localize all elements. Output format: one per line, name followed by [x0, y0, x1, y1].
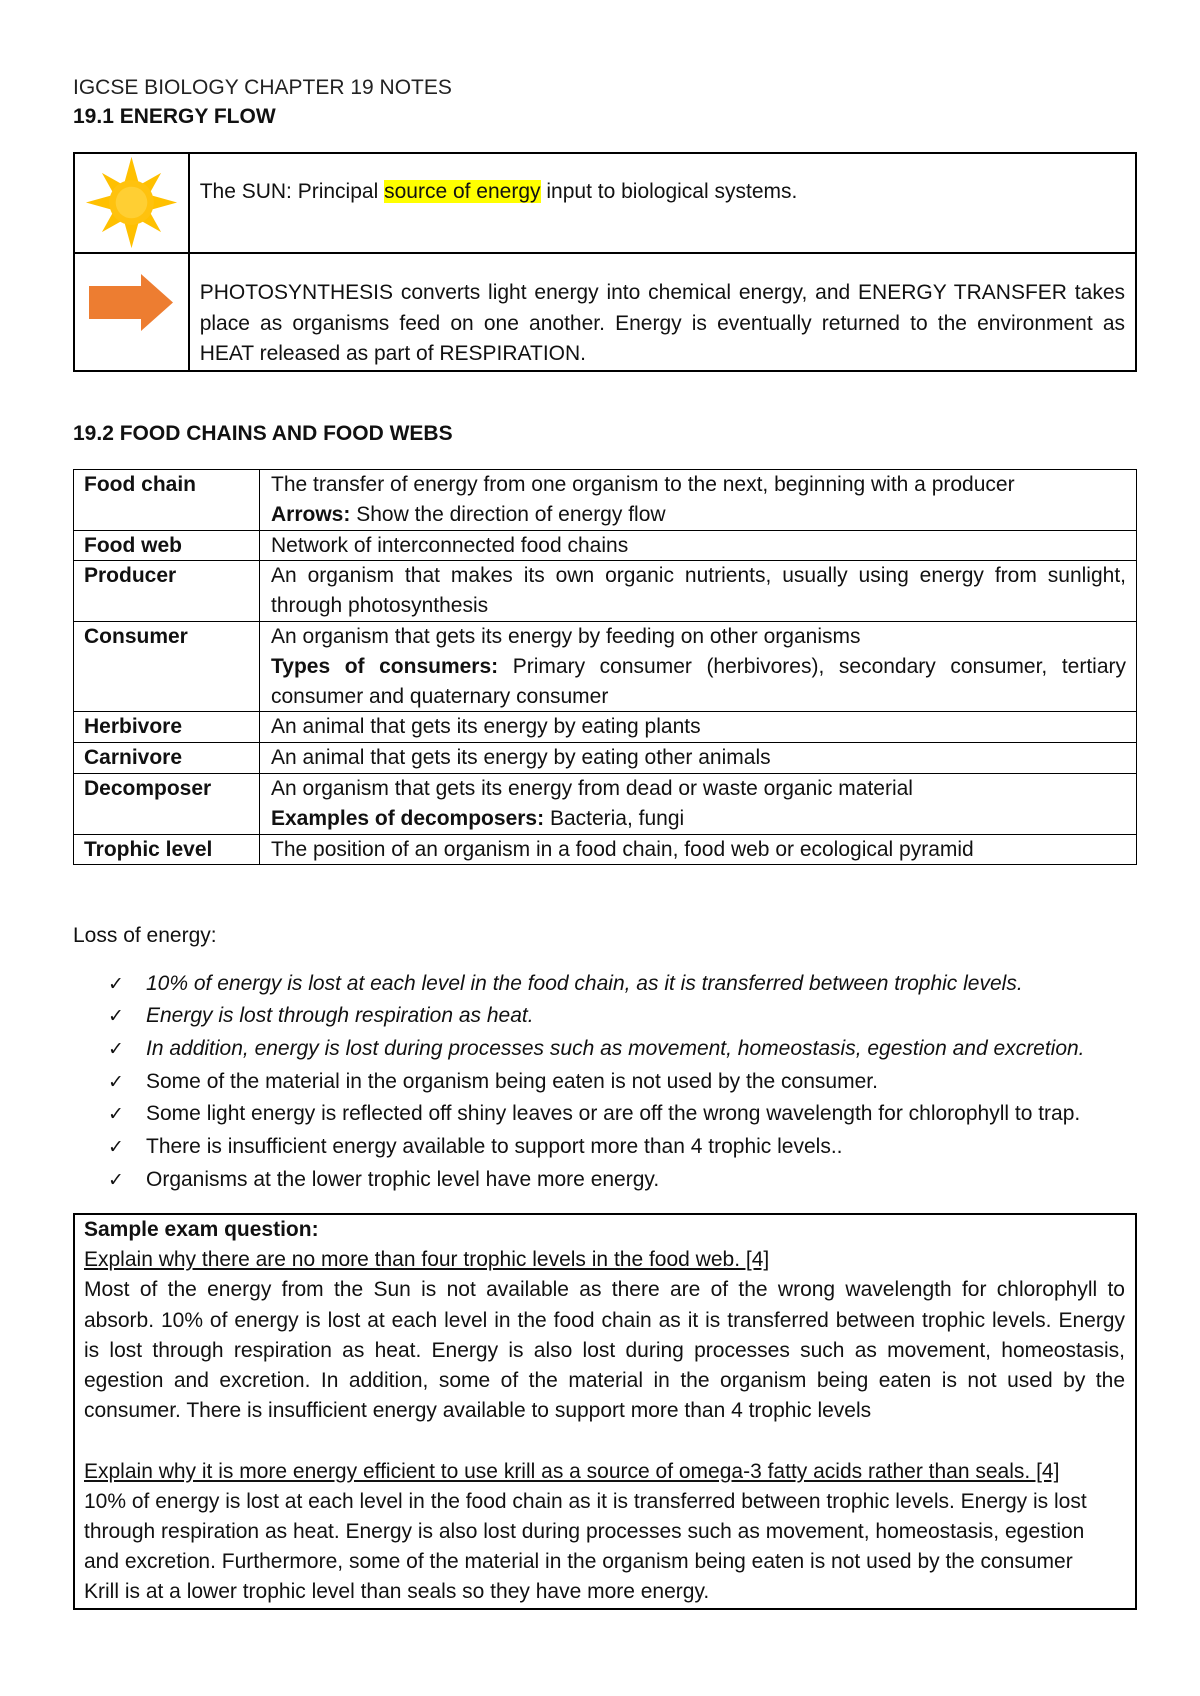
note-text: Show the direction of energy flow	[356, 502, 666, 526]
icon-cell	[75, 254, 190, 370]
check-icon: ✓	[108, 1168, 124, 1191]
list-item-text: 10% of energy is lost at each level in the food chain, as it is transferred between trophic levels.	[146, 971, 1023, 995]
definition-text: through photosynthesis	[271, 594, 489, 618]
definition-text: The position of an organism in a food chain, food web or ecological pyramid	[271, 837, 974, 861]
check-icon: ✓	[108, 972, 124, 995]
table-row	[74, 774, 1136, 835]
list-item	[0, 1164, 1137, 1197]
icon-cell	[75, 154, 190, 253]
check-icon: ✓	[108, 1037, 124, 1060]
check-icon: ✓	[108, 1136, 124, 1159]
definition-cell	[260, 470, 1136, 530]
definition-text: An organism that gets its energy from dead or waste organic material	[271, 776, 913, 800]
text-line: place as organisms feed on one another. Energy is eventually returned to the environment as	[199, 311, 1125, 335]
list-item	[0, 1131, 1137, 1164]
definition-cell	[260, 712, 1136, 742]
check-icon: ✓	[108, 1070, 124, 1093]
spacer	[84, 1426, 1125, 1456]
definitions-table	[73, 469, 1137, 865]
section-heading-food-chains: 19.2 FOOD CHAINS AND FOOD WEBS	[73, 422, 453, 445]
term-cell: Trophic level	[74, 835, 260, 865]
definition-note	[271, 652, 1126, 682]
definition-cell	[260, 835, 1136, 865]
term-cell: Producer	[74, 561, 260, 621]
check-icon: ✓	[108, 1005, 124, 1028]
term-cell: Herbivore	[74, 712, 260, 742]
note-text: consumer and quaternary consumer	[271, 684, 609, 708]
loss-of-energy-list	[0, 968, 1137, 1197]
definition-text: An animal that gets its energy by eating plants	[271, 715, 701, 739]
list-item	[0, 1033, 1137, 1066]
answer-line: and excretion. Furthermore, some of the material in the organism being eaten is not used by the consumer	[84, 1550, 1073, 1574]
list-item-text: Energy is lost through respiration as heat.	[146, 1004, 534, 1028]
term-cell: Food chain	[74, 470, 260, 530]
table-row	[74, 531, 1136, 562]
table-row	[74, 712, 1136, 743]
answer-line: is lost through respiration as heat. Energy is also lost during processes such as movement, homeostasis,	[84, 1338, 1125, 1362]
loss-of-energy-heading: Loss of energy:	[73, 923, 217, 947]
table-row	[74, 835, 1136, 865]
list-item-text: Some of the material in the organism being eaten is not used by the consumer.	[146, 1069, 878, 1093]
list-item-text: In addition, energy is lost during processes such as movement, homeostasis, egestion and excretion.	[146, 1036, 1085, 1060]
definition-text: An organism that gets its energy by feeding on other organisms	[271, 624, 861, 648]
page-header	[73, 73, 452, 132]
page-title: IGCSE BIOLOGY CHAPTER 19 NOTES	[73, 75, 452, 99]
list-item-text: Organisms at the lower trophic level have more energy.	[146, 1167, 660, 1191]
definition-text: Network of interconnected food chains	[271, 533, 629, 557]
text-line: HEAT released as part of RESPIRATION.	[199, 342, 586, 366]
table-row	[74, 622, 1136, 712]
definition-text: The transfer of energy from one organism to the next, beginning with a producer	[271, 473, 1015, 496]
exam-heading: Sample exam question:	[84, 1218, 319, 1241]
answer-line: Most of the energy from the Sun is not available as there are of the wrong wavelength for chlorophyll to	[84, 1278, 1125, 1302]
definition-cell	[260, 774, 1136, 834]
list-item	[0, 968, 1137, 1001]
text-line: PHOTOSYNTHESIS converts light energy into chemical energy, and ENERGY TRANSFER takes	[199, 281, 1125, 305]
note-text: Primary consumer (herbivores), secondary consumer, tertiary	[512, 654, 1126, 678]
list-item-text: There is insufficient energy available to support more than 4 trophic levels..	[146, 1135, 843, 1159]
table-row	[74, 743, 1136, 774]
list-item-text: Some light energy is reflected off shiny leaves or are off the wrong wavelength for chlorophyll to trap.	[146, 1102, 1081, 1126]
energy-flow-row-sun	[75, 154, 1135, 255]
right-arrow-icon	[89, 274, 173, 331]
sun-text-start: The SUN: Principal	[199, 179, 379, 203]
answer-line: Krill is at a lower trophic level than seals so they have more energy.	[84, 1580, 710, 1604]
sun-icon	[85, 156, 178, 249]
definition-text: An animal that gets its energy by eating other animals	[271, 746, 771, 770]
term-cell: Carnivore	[74, 743, 260, 773]
list-item	[0, 1098, 1137, 1131]
note-label: Examples of decomposers:	[271, 806, 545, 830]
answer-line: egestion and excretion. In addition, some of the material in the organism being eaten is not used by the	[84, 1369, 1125, 1393]
answer-line: through respiration as heat. Energy is also lost during processes such as movement, homeostasis, egestion	[84, 1520, 1085, 1544]
definition-note	[271, 500, 1126, 530]
section-heading-energy-flow: 19.1 ENERGY FLOW	[73, 105, 276, 128]
list-item	[0, 1000, 1137, 1033]
definition-cell	[260, 622, 1136, 711]
highlighted-text: source of energy	[384, 179, 541, 203]
table-row	[74, 470, 1136, 531]
energy-flow-table	[73, 152, 1137, 372]
answer-line: absorb. 10% of energy is lost at each level in the food chain as it is transferred between trophic levels. Energy	[84, 1308, 1125, 1332]
note-label: Arrows:	[271, 502, 351, 526]
list-item	[0, 1066, 1137, 1099]
definition-note	[271, 804, 1126, 834]
term-cell: Food web	[74, 531, 260, 561]
exam-question: Explain why it is more energy efficient to use krill as a source of omega-3 fatty acids rather than seals. [4]	[84, 1459, 1060, 1483]
sun-text-end: input to biological systems.	[546, 179, 798, 203]
definition-text: An organism that makes its own organic nutrients, usually using energy from sunlight,	[271, 564, 1126, 588]
answer-line: 10% of energy is lost at each level in the food chain as it is transferred between trophic levels. Energy is lost	[84, 1489, 1087, 1513]
note-text: Bacteria, fungi	[549, 806, 685, 830]
answer-line: consumer. There is insufficient energy available to support more than 4 trophic levels	[84, 1399, 872, 1423]
definition-cell	[260, 561, 1136, 621]
sample-exam-box	[73, 1213, 1137, 1610]
exam-question: Explain why there are no more than four trophic levels in the food web. [4]	[84, 1248, 770, 1272]
term-cell: Consumer	[74, 622, 260, 711]
energy-transfer-description	[190, 254, 1135, 370]
note-label: Types of consumers:	[271, 654, 499, 678]
table-row	[74, 561, 1136, 622]
definition-cell	[260, 531, 1136, 561]
sun-description	[190, 154, 1135, 253]
term-cell: Decomposer	[74, 774, 260, 834]
energy-flow-row-transfer	[75, 254, 1135, 370]
check-icon: ✓	[108, 1103, 124, 1126]
definition-cell	[260, 743, 1136, 773]
